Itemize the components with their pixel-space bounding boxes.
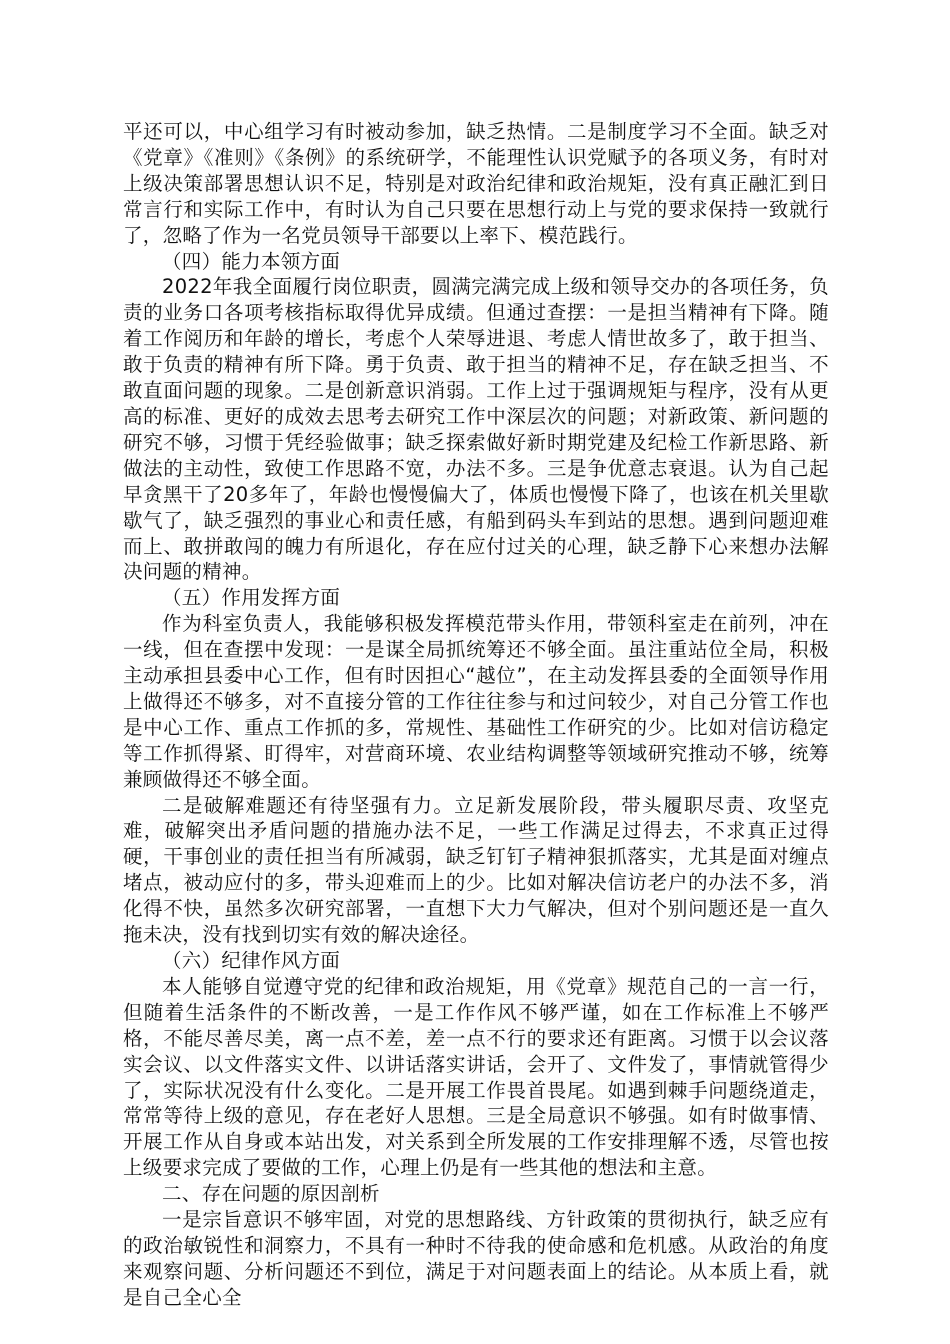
document-page (123, 119, 829, 1311)
section-heading: （五）作用发挥方面 (162, 586, 341, 610)
body-paragraph: 作为科室负责人，我能够积极发挥模范带头作用，带领科室走在前列，冲在一线，但在查摆中发现：一是谋全局抓统筹还不够全面。虽注重站位全局，积极主动承担县委中心工作，但有时因担心“越位”，在主动发挥县委的全面领导作用上做得还不够多，对不直接分管的工作往往参与和过问较少，对自己分管工作也是中心工作、重点工作抓的多，常规性、基础性工作研究的少。比如对信访稳定等工作抓得紧、盯得牢，对营商环境、农业结构调整等领域研究推动不够，统筹兼顾做得还不够全面。 (123, 612, 829, 791)
body-paragraph: 2022年我全面履行岗位职责，圆满完满完成上级和领导交办的各项任务，负责的业务口各项考核指标取得优异成绩。但通过查摆：一是担当精神有下降。随着工作阅历和年龄的增长，考虑个人荣辱进退、考虑人情世故多了，敢于担当、敢于负责的精神有所下降。勇于负责、敢于担当的精神不足，存在缺乏担当、不敢直面问题的现象。二是创新意识消弱。工作上过于强调规矩与程序，没有从更高的标准、更好的成效去思考去研究工作中深层次的问题；对新政策、新问题的研究不够，习惯于凭经验做事；缺乏探索做好新时期党建及纪检工作新思路、新做法的主动性，致使工作思路不宽，办法不多。三是争优意志衰退。认为自己起早贪黑干了20多年了，年龄也慢慢偏大了，体质也慢慢下降了，也该在机关里歇歇气了，缺乏强烈的事业心和责任感，有船到码头车到站的思想。遇到问题迎难而上、敢拼敢闯的魄力有所退化，存在应付过关的心理，缺乏静下心来想办法解决问题的精神。 (123, 275, 829, 584)
chapter-heading: 二、存在问题的原因剖析 (162, 1182, 380, 1206)
body-paragraph: 平还可以，中心组学习有时被动参加，缺乏热情。二是制度学习不全面。缺乏对《党章》《准则》《条例》的系统研学，不能理性认识党赋予的各项义务，有时对上级决策部署思想认识不足，特别是对政治纪律和政治规矩，没有真正融汇到日常言行和实际工作中，有时认为自己只要在思想行动上与党的要求保持一致就行了，忽略了作为一名党员领导干部要以上率下、模范践行。 (123, 120, 829, 247)
body-paragraph: 一是宗旨意识不够牢固，对党的思想路线、方针政策的贯彻执行，缺乏应有的政治敏锐性和洞察力，不具有一种时不待我的使命感和危机感。从政治的角度来观察问题、分析问题还不到位，满足于对问题表面上的结论。从本质上看，就是自己全心全 (123, 1208, 829, 1309)
section-heading: （六）纪律作风方面 (162, 949, 341, 972)
body-paragraph: 二是破解难题还有待坚强有力。立足新发展阶段，带头履职尽责、攻坚克难，破解突出矛盾问题的措施办法不足，一些工作满足过得去，不求真正过得硬，干事创业的责任担当有所减弱，缺乏钉钉子精神狠抓落实，尤其是面对缠点堵点，被动应付的多，带头迎难而上的少。比如对解决信访老户的办法不多，消化得不快，虽然多次研究部署，一直想下大力气解决，但对个别问题还是一直久拖未决，没有找到切实有效的解决途径。 (123, 793, 829, 947)
body-paragraph: 本人能够自觉遵守党的纪律和政治规矩，用《党章》规范自己的一言一行，但随着生活条件的不断改善，一是工作作风不够严谨，如在工作标准上不够严格，不能尽善尽美，离一点不差，差一点不行的要求还有距离。习惯于以会议落实会议、以文件落实文件、以讲话落实讲话，会开了、文件发了，事情就管得少了，实际状况没有什么变化。二是开展工作畏首畏尾。如遇到棘手问题绕道走，常常等待上级的意见，存在老好人思想。三是全局意识不够强。如有时做事情、开展工作从自身或本站出发，对关系到全所发展的工作安排理解不透，尽管也按上级要求完成了要做的工作，心理上仍是有一些其他的想法和主意。 (123, 974, 829, 1180)
section-heading: （四）能力本领方面 (162, 249, 341, 273)
